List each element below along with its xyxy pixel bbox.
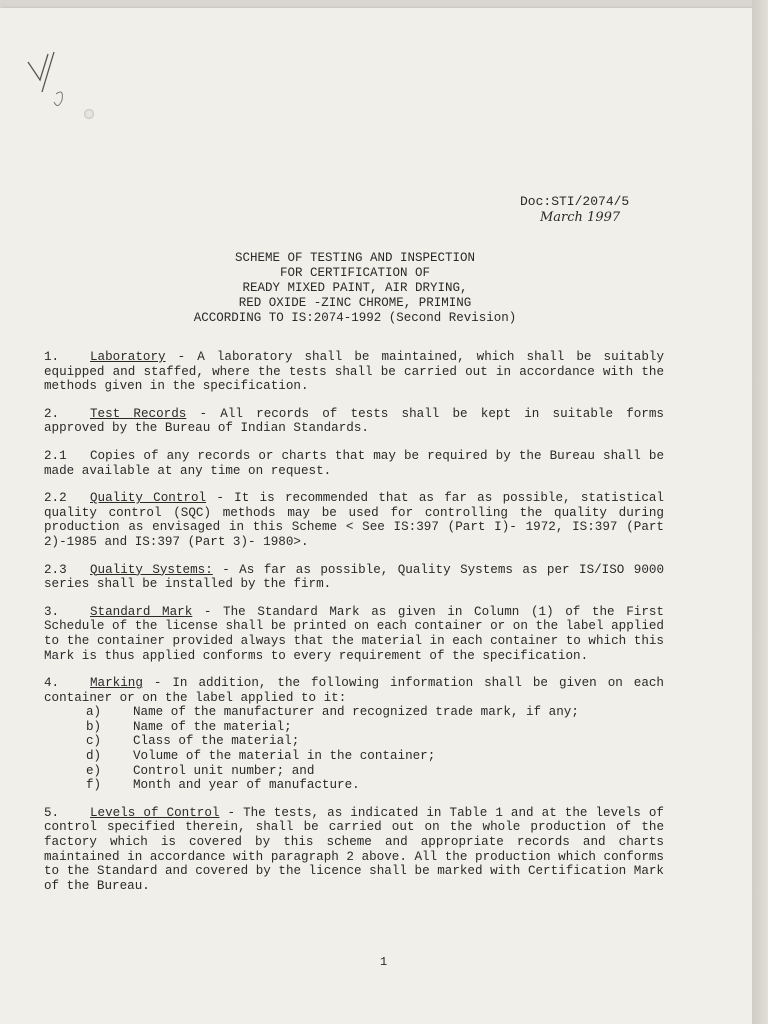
section-laboratory	[44, 350, 664, 394]
section-heading: Quality Control	[90, 491, 207, 506]
list-item: a) Name of the manufacturer and recognized trade mark, if any;	[86, 705, 579, 720]
title-line: FOR CERTIFICATION OF	[279, 266, 431, 280]
section-text: - The Standard Mark as given in Column (1) of the First Schedule of the license shall be printed on each container or on the label applied to the container provided always that the material in each container to which this Mark is thus applied conforms to every requirement of the specification.	[44, 604, 664, 663]
section-number: 1.	[44, 350, 60, 364]
page-number: 1	[380, 955, 388, 969]
section-number: 5.	[44, 805, 60, 820]
section-quality-control	[44, 491, 664, 549]
section-text: - It is recommended that as far as possible, statistical quality control (SQC) methods may be used for controlling the quality during production as envisaged in this Scheme < See IS:397 (Part I)- 1972, IS:397 (Part 2)-1985 and IS:397 (Part 3)- 1980>.	[44, 491, 664, 549]
list-item: b) Name of the material;	[86, 719, 292, 734]
title-line: SCHEME OF TESTING AND INSPECTION	[234, 251, 476, 265]
document-reference	[520, 194, 629, 226]
title-line: READY MIXED PAINT, AIR DRYING,	[242, 281, 468, 295]
list-item: e) Control unit number; and	[86, 763, 315, 778]
title-line: ACCORDING TO IS:2074-1992 (Second Revision)	[193, 311, 517, 325]
handwritten-corner-mark	[18, 32, 88, 122]
section-text: - The tests, as indicated in Table 1 and at the levels of control specified therein, shall be carried out on the whole production of the factory which is covered by this scheme and appropriate records and charts maintained in accordance with paragraph 2 above. All the production which conforms to the Standard and covered by the licence shall be marked with Certification Mark of the Bureau.	[44, 805, 664, 893]
list-item: f) Month and year of manufacture.	[86, 778, 360, 793]
page-edge-shadow	[752, 0, 768, 1024]
section-number: 2.3	[44, 562, 67, 577]
doc-number: Doc:STI/2074/5	[520, 194, 630, 209]
section-text: Copies of any records or charts that may be required by the Bureau shall be made available at any time on request.	[44, 448, 664, 478]
section-text: - In addition, the following information shall be given on each container or on the label applied to it:	[44, 676, 664, 705]
title-line: RED OXIDE -ZINC CHROME, PRIMING	[238, 296, 472, 310]
section-text: - A laboratory shall be maintained, which shall be suitably equipped and staffed, where the tests shall be carried out in accordance with the methods given in the specification.	[44, 350, 664, 394]
section-heading: Marking	[90, 676, 143, 691]
document-page	[0, 8, 752, 1024]
section-heading: Quality Systems:	[90, 562, 213, 577]
list-item: d) Volume of the material in the container;	[86, 749, 436, 764]
section-text: - As far as possible, Quality Systems as per IS/ISO 9000 series shall be installed by the firm.	[44, 562, 664, 592]
list-item: c) Class of the material;	[86, 734, 300, 749]
punch-hole	[84, 109, 94, 119]
document-body	[44, 350, 664, 906]
section-number: 2.1	[44, 448, 67, 463]
section-heading: Test Records	[90, 406, 187, 421]
marking-list	[44, 705, 664, 793]
section-heading: Levels of Control	[90, 805, 220, 820]
section-test-records	[44, 407, 664, 436]
section-levels-of-control	[44, 806, 664, 894]
document-title	[150, 251, 560, 326]
section-number: 2.2	[44, 491, 67, 506]
section-quality-systems	[44, 563, 664, 592]
section-standard-mark	[44, 605, 664, 663]
section-heading: Laboratory	[90, 350, 166, 364]
doc-date: March 1997	[540, 210, 621, 225]
section-number: 4.	[44, 676, 60, 691]
section-text: - All records of tests shall be kept in suitable forms approved by the Bureau of Indian Standards.	[44, 406, 664, 436]
section-heading: Standard Mark	[90, 604, 193, 619]
section-number: 2.	[44, 406, 60, 421]
section-marking	[44, 676, 664, 705]
section-copies	[44, 449, 664, 478]
section-number: 3.	[44, 604, 60, 619]
